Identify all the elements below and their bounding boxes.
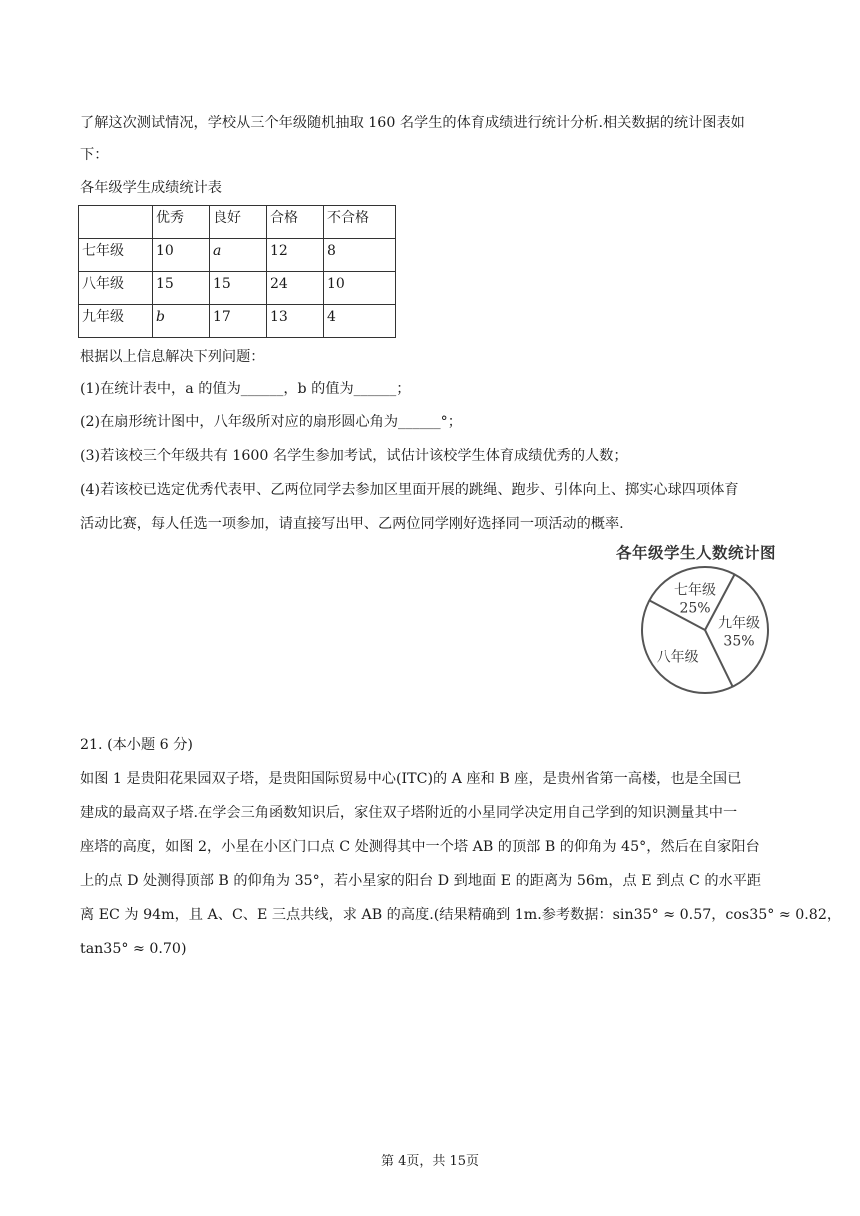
pie-slice-value-label: 25% (679, 600, 711, 617)
question-3: (3)若该校三个年级共有 1600 名学生参加考试，试估计该校学生体育成绩优秀的人数； (80, 448, 628, 464)
table-cell: b (153, 305, 210, 338)
table-cell: 七年级 (79, 239, 153, 272)
table-header-cell: 优秀 (153, 206, 210, 239)
table-header-cell: 良好 (210, 206, 267, 239)
table-cell: 4 (324, 305, 396, 338)
table-cell: 13 (267, 305, 324, 338)
table-cell: 24 (267, 272, 324, 305)
table-cell: 15 (210, 272, 267, 305)
pie-chart-title: 各年级学生人数统计图 (616, 543, 777, 562)
table-row (79, 239, 396, 272)
question-4-line-1: (4)若该校已选定优秀代表甲、乙两位同学去参加区里面开展的跳绳、跑步、引体向上、掷实心球四项体育 (80, 482, 739, 498)
grade-score-table (78, 205, 396, 338)
page-footer: 第 4页，共 15页 (380, 1154, 480, 1169)
table-cell: 17 (210, 305, 267, 338)
grade-pie-chart (630, 560, 780, 710)
problem-21-line-4: 上的点 D 处测得顶部 B 的仰角为 35°，若小星家的阳台 D 到地面 E 的距离为 56m，点 E 到点 C 的水平距 (80, 873, 762, 889)
table-header-cell: 不合格 (324, 206, 396, 239)
table-cell: 10 (153, 239, 210, 272)
pie-slice-label: 七年级 (674, 582, 717, 599)
pie-slice-label: 九年级 (717, 615, 760, 632)
intro-line-1: 了解这次测试情况，学校从三个年级随机抽取 160 名学生的体育成绩进行统计分析.相关数据的统计图表如 (80, 115, 745, 131)
pie-slice-label: 八年级 (656, 649, 699, 666)
problem-21-line-1: 如图 1 是贵阳花果园双子塔，是贵阳国际贸易中心(ITC)的 A 座和 B 座，是贵州省第一高楼，也是全国已 (80, 771, 742, 787)
table-row (79, 272, 396, 305)
pie-slice-value-label: 35% (723, 633, 755, 650)
table-header-cell (79, 206, 153, 239)
problem-21-line-3: 座塔的高度，如图 2，小星在小区门口点 C 处测得其中一个塔 AB 的顶部 B 的仰角为 45°，然后在自家阳台 (80, 839, 760, 855)
table-header-cell: 合格 (267, 206, 324, 239)
question-1: (1)在统计表中，a 的值为______，b 的值为______； (80, 381, 411, 397)
problem-21-line-5: 离 EC 为 94m，且 A、C、E 三点共线，求 AB 的高度.(结果精确到 1m.参考数据：sin35° ≈ 0.57，cos35° ≈ 0.82， (80, 907, 842, 923)
problem-21-line-2: 建成的最高双子塔.在学会三角函数知识后，家住双子塔附近的小星同学决定用自己学到的知识测量其中一 (80, 805, 738, 821)
table-cell: 8 (324, 239, 396, 272)
problem-21-heading: 21. (本小题 6 分) (80, 737, 193, 753)
table-cell: 12 (267, 239, 324, 272)
question-4-line-2: 活动比赛，每人任选一项参加，请直接写出甲、乙两位同学刚好选择同一项活动的概率. (80, 516, 624, 532)
question-2: (2)在扇形统计图中，八年级所对应的扇形圆心角为______°； (80, 414, 462, 430)
table-header-row (79, 206, 396, 239)
table-cell: 10 (324, 272, 396, 305)
table-cell: 八年级 (79, 272, 153, 305)
questions-lead: 根据以上信息解决下列问题： (80, 349, 265, 365)
table-row (79, 305, 396, 338)
problem-21-line-6: tan35° ≈ 0.70) (80, 941, 187, 957)
table-cell: 15 (153, 272, 210, 305)
table-caption: 各年级学生成绩统计表 (80, 180, 222, 196)
table-cell: 九年级 (79, 305, 153, 338)
table-cell: a (210, 239, 267, 272)
intro-line-2: 下： (80, 147, 109, 163)
